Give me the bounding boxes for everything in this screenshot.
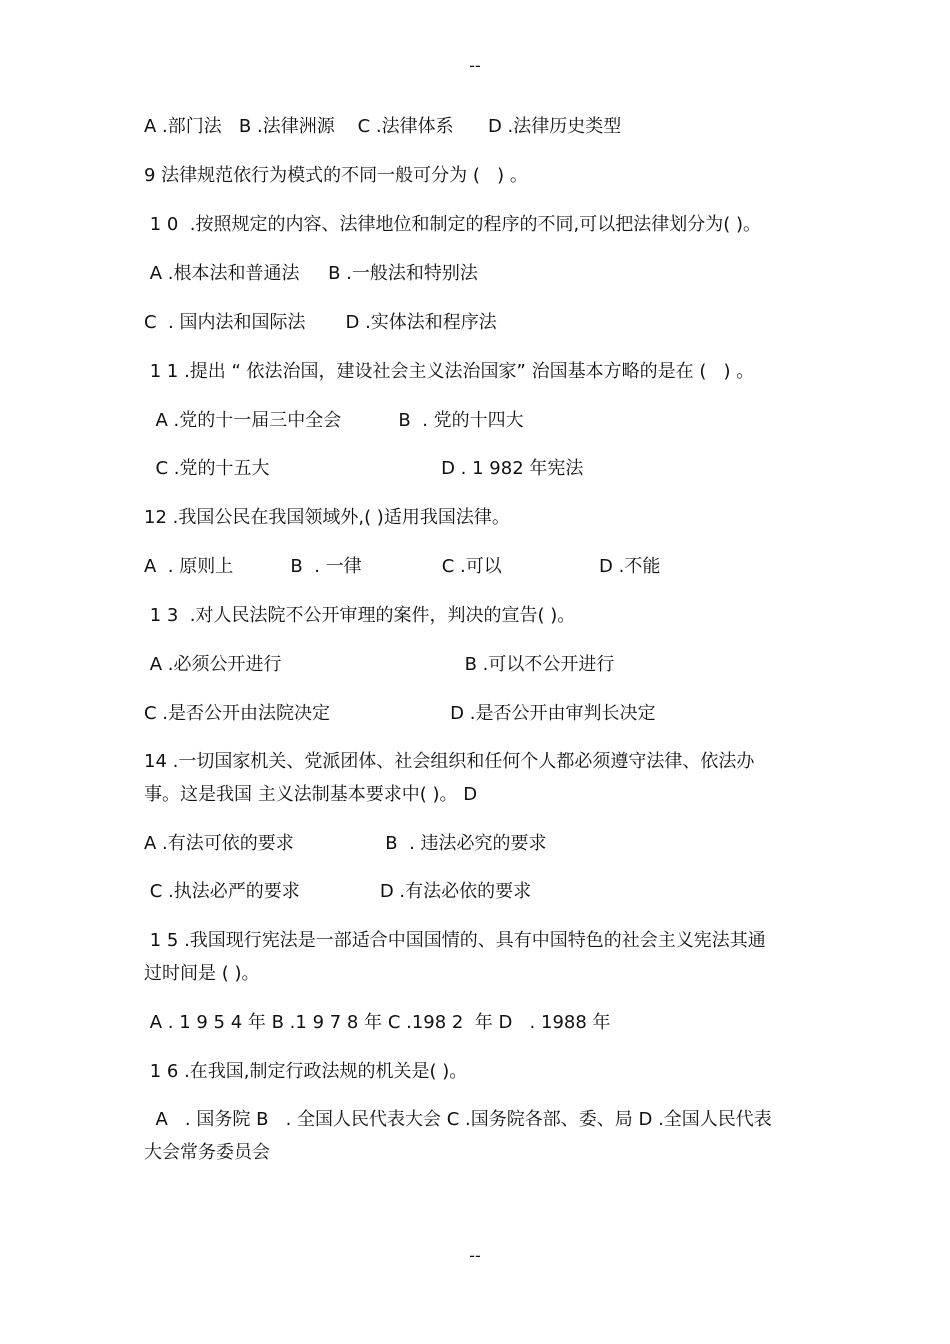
option-line: A .党的十一届三中全会 B . 党的十四大 xyxy=(144,410,524,431)
option-line: A . 国务院 B . 全国人民代表大会 C .国务院各部、委、局 D .全国人民代表 xyxy=(144,1109,772,1130)
option-line: A . 1 9 5 4 年 B .1 9 7 8 年 C .198 2 年 D . 1988 年 xyxy=(144,1012,611,1033)
question-line: 1 0 .按照规定的内容、法律地位和制定的程序的不同,可以把法律划分为( )。 xyxy=(144,214,761,235)
option-line: A .有法可依的要求 B . 违法必究的要求 xyxy=(144,833,547,854)
option-line: C . 国内法和国际法 D .实体法和程序法 xyxy=(144,312,497,333)
text-line: A .部门法 B .法律洲源 C .法律体系 D .法律历史类型 xyxy=(144,116,622,137)
option-line: A .必须公开进行 B .可以不公开进行 xyxy=(144,654,615,675)
question-line: 9 法律规范依行为模式的不同一般可分为 ( ) 。 xyxy=(144,165,528,186)
question-line: 12 .我国公民在我国领域外,( )适用我国法律。 xyxy=(144,507,510,528)
question-line: 1 1 .提出 “ 依法治国，建设社会主义法治国家” 治国基本方略的是在 ( ) 。 xyxy=(144,361,755,382)
question-line-continued: 事。这是我国 主义法制基本要求中( )。 D xyxy=(144,784,478,805)
question-line: 1 5 .我国现行宪法是一部适合中国国情的、具有中国特色的社会主义宪法其通 xyxy=(144,930,766,951)
question-line: 1 3 .对人民法院不公开审理的案件，判决的宣告( )。 xyxy=(144,605,576,626)
page-header-marker: -- xyxy=(469,56,481,75)
question-line: 1 6 .在我国,制定行政法规的机关是( )。 xyxy=(144,1061,468,1082)
page-footer-marker: -- xyxy=(469,1246,481,1265)
question-line-continued: 过时间是 ( )。 xyxy=(144,963,260,984)
option-line: C .党的十五大 D . 1 982 年宪法 xyxy=(144,458,584,479)
option-line-continued: 大会常务委员会 xyxy=(144,1142,270,1163)
option-line: C .执法必严的要求 D .有法必依的要求 xyxy=(144,881,532,902)
question-line: 14 .一切国家机关、党派团体、社会组织和任何个人都必须遵守法律、依法办 xyxy=(144,751,755,772)
option-line: C .是否公开由法院决定 D .是否公开由审判长决定 xyxy=(144,703,656,724)
option-line: A .根本法和普通法 B .一般法和特别法 xyxy=(144,263,478,284)
option-line: A . 原则上 B . 一律 C .可以 D .不能 xyxy=(144,556,661,577)
